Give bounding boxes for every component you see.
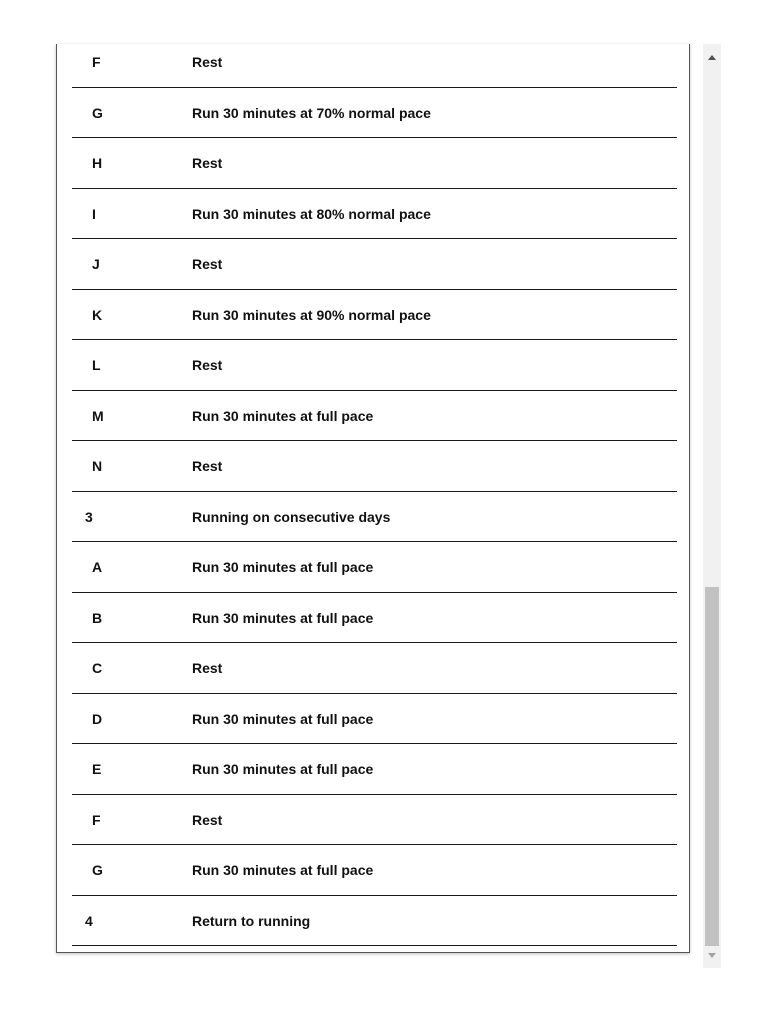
activity-description: Rest xyxy=(192,54,223,70)
table-row xyxy=(72,593,677,644)
activity-description: Rest xyxy=(192,357,223,373)
day-letter: M xyxy=(92,407,104,424)
activity-description: Run 30 minutes at 70% normal pace xyxy=(192,104,431,121)
activity-description: Run 30 minutes at full pace xyxy=(192,407,374,424)
day-letter: F xyxy=(92,811,101,828)
vertical-scrollbar[interactable] xyxy=(703,44,721,968)
table-row xyxy=(72,795,677,846)
scrollbar-thumb[interactable] xyxy=(705,587,719,946)
section-row xyxy=(72,896,677,947)
table-row xyxy=(72,340,677,391)
day-letter: I xyxy=(92,205,96,222)
activity-description: Run 30 minutes at full pace xyxy=(192,609,374,626)
table-row xyxy=(72,44,677,88)
activity-description: Run 30 minutes at full pace xyxy=(192,761,374,777)
day-letter: A xyxy=(92,559,103,575)
section-number: 3 xyxy=(85,508,93,525)
table-row xyxy=(72,441,677,492)
table-row xyxy=(72,138,677,189)
schedule-table xyxy=(72,44,677,946)
section-number: 4 xyxy=(85,912,93,929)
scroll-down-button[interactable] xyxy=(703,946,721,964)
activity-description: Rest xyxy=(192,660,223,676)
day-letter: G xyxy=(92,862,103,878)
table-row xyxy=(72,542,677,593)
schedule-panel xyxy=(56,44,690,953)
table-row xyxy=(72,744,677,795)
scroll-up-button[interactable] xyxy=(703,48,721,66)
activity-description: Rest xyxy=(192,155,223,171)
section-row xyxy=(72,492,677,543)
activity-description: Rest xyxy=(192,811,223,828)
table-row xyxy=(72,290,677,341)
day-letter: N xyxy=(92,458,103,474)
table-row xyxy=(72,643,677,694)
activity-description: Rest xyxy=(192,256,223,272)
activity-description: Run 30 minutes at full pace xyxy=(192,710,374,727)
day-letter: C xyxy=(92,660,103,676)
day-letter: L xyxy=(92,357,101,373)
day-letter: E xyxy=(92,761,102,777)
day-letter: K xyxy=(92,306,103,323)
table-row xyxy=(72,88,677,139)
day-letter: H xyxy=(92,155,103,171)
day-letter: G xyxy=(92,104,103,121)
activity-description: Run 30 minutes at full pace xyxy=(192,862,374,878)
section-title: Return to running xyxy=(192,912,311,929)
table-row xyxy=(72,239,677,290)
table-row xyxy=(72,391,677,442)
activity-description: Run 30 minutes at 80% normal pace xyxy=(192,205,431,222)
day-letter: B xyxy=(92,609,103,626)
activity-description: Run 30 minutes at full pace xyxy=(192,559,374,575)
triangle-up-icon xyxy=(708,55,716,60)
table-row xyxy=(72,845,677,896)
table-row xyxy=(72,694,677,745)
day-letter: D xyxy=(92,710,103,727)
section-title: Running on consecutive days xyxy=(192,508,391,525)
table-row xyxy=(72,189,677,240)
day-letter: F xyxy=(92,54,101,70)
triangle-down-icon xyxy=(708,953,716,958)
day-letter: J xyxy=(92,256,100,272)
activity-description: Run 30 minutes at 90% normal pace xyxy=(192,306,431,323)
activity-description: Rest xyxy=(192,458,223,474)
